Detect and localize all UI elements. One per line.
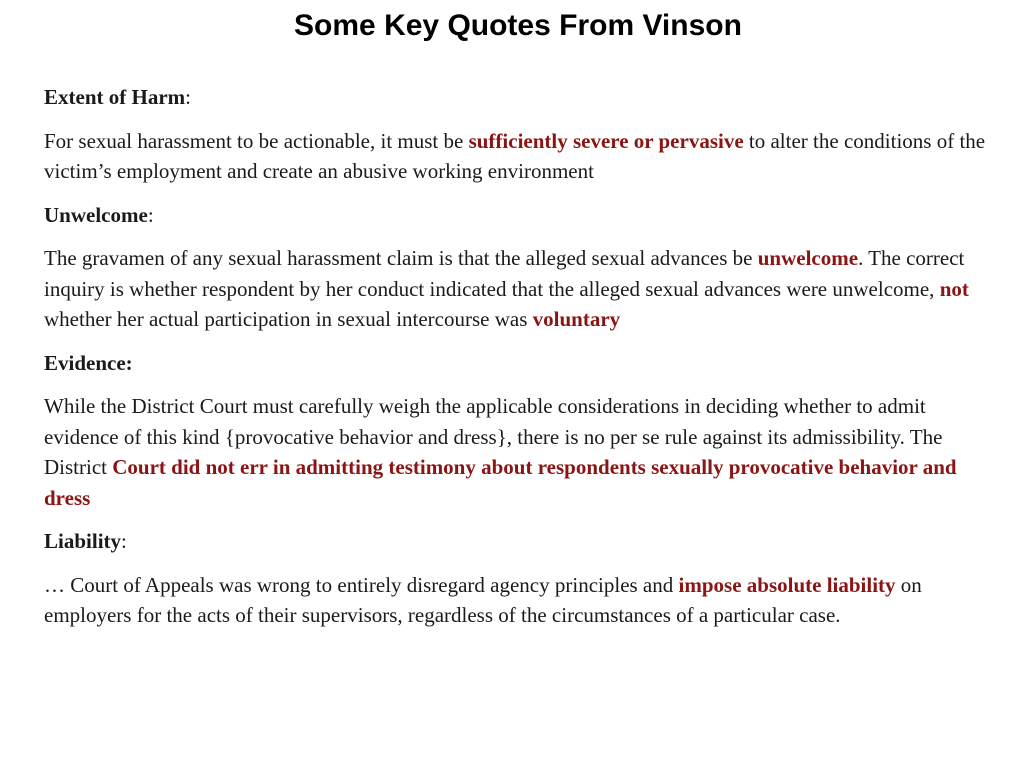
quote-evidence: [44, 391, 992, 513]
quote-emphasis: voluntary: [532, 307, 621, 331]
heading-label: Extent of Harm: [44, 85, 186, 109]
quote-liability: [44, 570, 992, 631]
quote-text: While the District Court must carefully weigh the applicable considerations in deciding whether to admit evidence of this kind {provocative behavior and dress}, there is no per se rule against its admissibility. The District: [44, 394, 943, 479]
quote-text: on employers for the acts of their supervisors, regardless of the circumstances of a particular case.: [44, 572, 922, 627]
quote-text: . The correct inquiry is whether respondent by her conduct indicated that the alleged sexual advances were unwelcome,: [44, 246, 965, 301]
section-heading-evidence: [44, 348, 992, 379]
section-heading-unwelcome: [44, 200, 992, 231]
quote-emphasis: not: [939, 276, 969, 301]
heading-suffix: :: [185, 85, 191, 109]
quote-emphasis: impose absolute liability: [678, 572, 896, 597]
section-heading-liability: [44, 526, 992, 557]
quote-text: For sexual harassment to be actionable, it must be: [44, 128, 469, 153]
quote-emphasis: sufficiently severe or pervasive: [468, 128, 744, 153]
quote-unwelcome: [44, 243, 992, 335]
quote-text: whether her actual participation in sexual intercourse was: [44, 307, 533, 331]
quote-emphasis: unwelcome: [757, 246, 859, 270]
quote-emphasis: Court did not err in admitting testimony about respondents sexually provocative behavior and dress: [44, 455, 957, 510]
heading-label: Unwelcome: [44, 202, 148, 227]
heading-suffix: :: [121, 529, 127, 553]
section-heading-extent-of-harm: [44, 82, 992, 113]
quote-text: … Court of Appeals was wrong to entirely disregard agency principles and: [44, 572, 679, 597]
heading-suffix: :: [147, 202, 154, 227]
heading-label: Evidence:: [44, 350, 133, 375]
heading-label: Liability: [44, 529, 122, 553]
slide-title: Some Key Quotes From Vinson: [294, 9, 742, 42]
slide-content: [44, 82, 992, 631]
quote-text: to alter the conditions of the victim’s employment and create an abusive working environment: [44, 128, 986, 183]
quote-text: The gravamen of any sexual harassment claim is that the alleged sexual advances be: [44, 246, 758, 270]
quote-extent-of-harm: [44, 126, 992, 187]
